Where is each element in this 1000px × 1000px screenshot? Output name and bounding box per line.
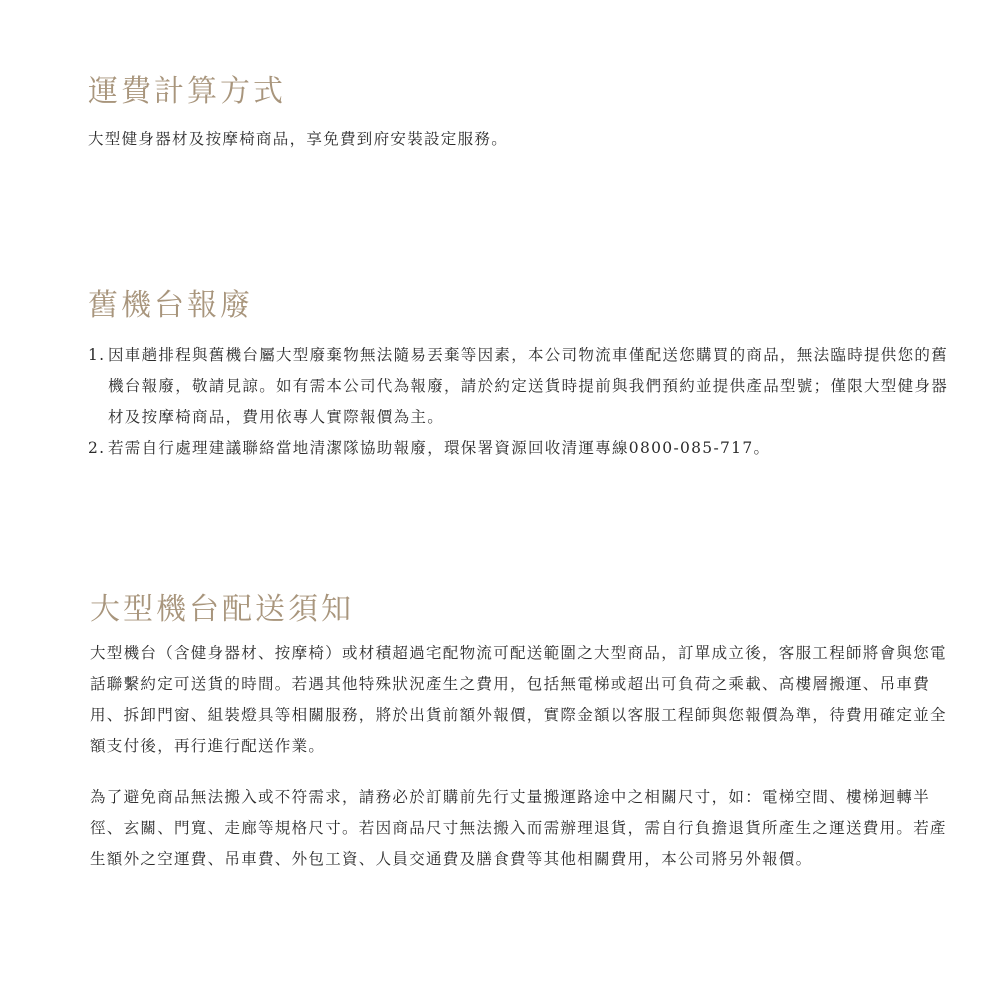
- shipping-heading: 運費計算方式: [88, 74, 286, 109]
- list-item-text: 若需自行處理建議聯絡當地清潔隊協助報廢，環保署資源回收清運專線0800-085-717。: [108, 439, 771, 457]
- shipping-section: [88, 74, 948, 155]
- list-item-number: 2.: [88, 439, 106, 457]
- delivery-section: [90, 592, 950, 875]
- delivery-paragraph-2: 為了避免商品無法搬入或不符需求，請務必於訂購前先行丈量搬運路途中之相關尺寸，如：電梯空間、樓梯迴轉半徑、玄關、門寬、走廊等規格尺寸。若因商品尺寸無法搬入而需辦理退貨，需自行負擔退貨所產生之運送費用。若產生額外之空運費、吊車費、外包工資、人員交通費及膳食費等其他相關費用，本公司將另外報價。: [90, 788, 947, 868]
- recycle-list: [88, 340, 948, 464]
- delivery-heading: 大型機台配送須知: [90, 592, 354, 627]
- list-item-number: 1.: [88, 346, 106, 364]
- shipping-text: 大型健身器材及按摩椅商品，享免費到府安裝設定服務。: [88, 130, 509, 148]
- recycle-heading: 舊機台報廢: [88, 288, 253, 323]
- list-item: [88, 433, 948, 464]
- list-item-text: 因車趟排程與舊機台屬大型廢棄物無法隨易丟棄等因素，本公司物流車僅配送您購買的商品，無法臨時提供您的舊機台報廢，敬請見諒。如有需本公司代為報廢，請於約定送貨時提前與我們預約並提供產品型號；僅限大型健身器材及按摩椅商品，費用依專人實際報價為主。: [108, 346, 949, 426]
- recycle-section: [88, 288, 948, 464]
- delivery-paragraph-1: 大型機台（含健身器材、按摩椅）或材積超過宅配物流可配送範圍之大型商品，訂單成立後，客服工程師將會與您電話聯繫約定可送貨的時間。若遇其他特殊狀況產生之費用，包括無電梯或超出可負荷之乘載、高樓層搬運、吊車費用、拆卸門窗、組裝燈具等相關服務，將於出貨前額外報價，實際金額以客服工程師與您報價為準，待費用確定並全額支付後，再行進行配送作業。: [90, 644, 947, 755]
- list-item: [88, 340, 949, 433]
